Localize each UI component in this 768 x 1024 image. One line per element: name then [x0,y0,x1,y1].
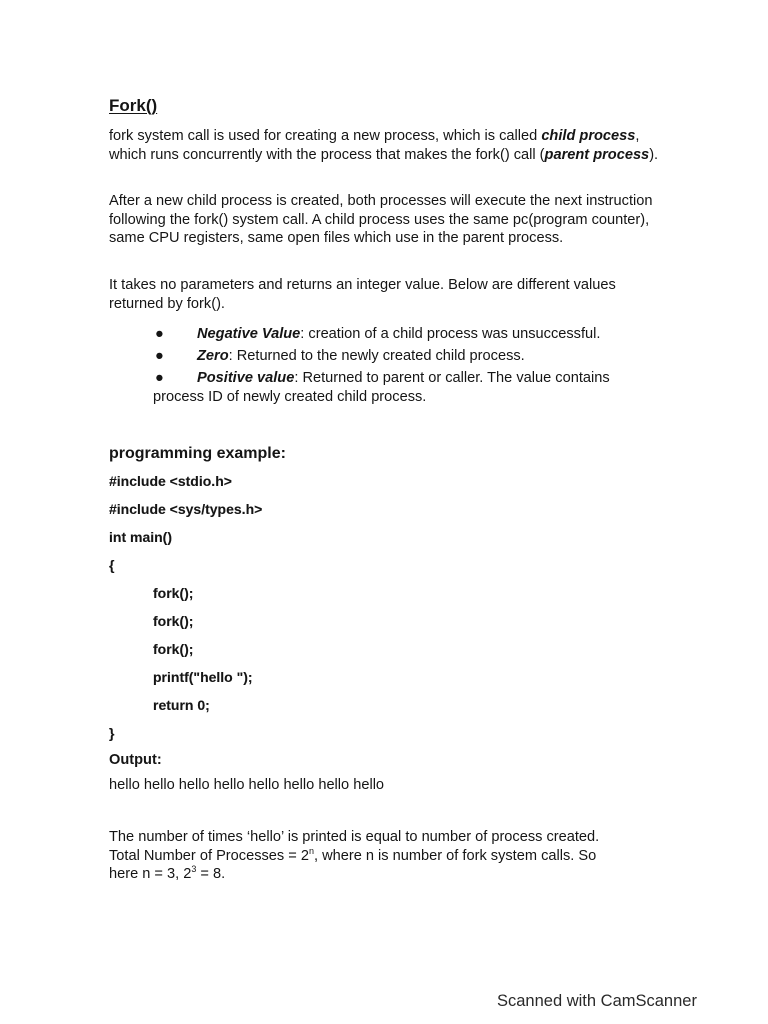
bullet-icon: ● [155,326,164,342]
negative-value-text: : creation of a child process was unsuccessful. [300,326,601,342]
code-line: fork(); [153,585,194,601]
list-item-zero [109,347,679,366]
code-line: } [109,725,115,741]
code-line: fork(); [153,613,194,629]
positive-value-text-cont: process ID of newly created child process. [153,388,427,405]
conclusion-line-1: The number of times ‘hello’ is printed is equal to number of process created. [109,829,600,845]
scanner-watermark: Scanned with CamScanner [497,992,697,1010]
return-values-paragraph: It takes no parameters and returns an integer value. Below are different values returned by fork(). [109,277,616,312]
code-line: int main() [109,529,172,545]
conclusion-line-3a: here n = 3, 2 [109,866,192,882]
bullet-icon: ● [155,348,164,364]
intro-paragraph [109,127,669,164]
exponent-n: n [308,845,314,856]
intro-text: fork system call is used for creating a new process, which is called [109,128,542,144]
code-line: fork(); [153,641,194,657]
negative-value-term: Negative Value [197,326,301,342]
code-line: { [109,557,115,573]
child-process-paragraph: After a new child process is created, both processes will execute the next instruction following the fork() system call. A child process uses the same pc(program counter), same CPU registers, same open files which use in the parent process. [109,193,653,246]
return-values-list [109,325,679,410]
intro-text-cont: , which runs concurrently with the process that makes the fork() call ( [109,128,640,163]
output-label: Output: [109,752,162,768]
bullet-icon: ● [155,370,164,386]
zero-text: : Returned to the newly created child process. [228,348,525,364]
positive-value-term: Positive value [197,370,295,386]
code-line: printf("hello "); [153,669,253,685]
list-item-positive [109,369,679,406]
code-line: #include <sys/types.h> [109,501,263,517]
conclusion-paragraph [109,828,669,884]
conclusion-line-2b: , where n is number of fork system calls. So [313,847,597,864]
output-text: hello hello hello hello hello hello hello hello [109,777,385,793]
exponent-3: 3 [191,864,197,875]
parent-process-term: parent process [544,146,650,163]
zero-term: Zero [197,348,229,364]
child-process-term: child process [541,128,636,144]
positive-value-text: : Returned to parent or caller. The value contains [294,370,610,386]
code-line: #include <stdio.h> [109,473,232,489]
example-heading: programming example: [109,445,286,462]
list-item-negative [109,325,679,344]
intro-text-end: ). [649,146,659,163]
page-title: Fork() [109,96,158,115]
conclusion-line-2a: Total Number of Processes = 2 [109,847,309,864]
conclusion-line-3b: = 8. [196,866,226,882]
code-line: return 0; [153,697,210,713]
